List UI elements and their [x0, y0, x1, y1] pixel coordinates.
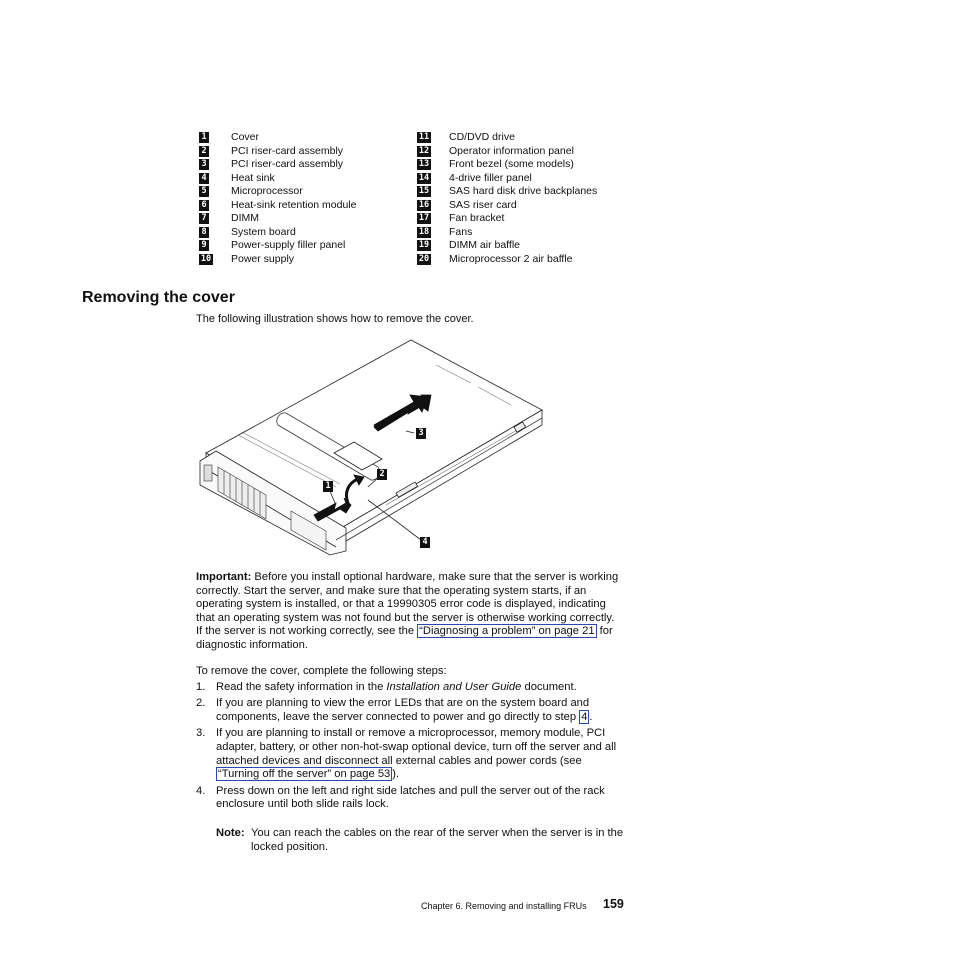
- legend-item: [199, 171, 275, 186]
- legend-item: [417, 225, 473, 240]
- callout-badge: 15: [418, 186, 430, 197]
- step-text: If you are planning to install or remove a microprocessor, memory module, PCI adapter, battery, or other non-hot-swap optional device, turn off the server and all attached devices and disconnect all external cables and power cords (see: [216, 727, 617, 767]
- server-cover-illustration: [196, 335, 546, 565]
- legend-label: Operator information panel: [449, 144, 574, 157]
- callout-badge: 13: [418, 159, 430, 170]
- figure-callout: 1: [323, 481, 333, 492]
- callout-badge: 20: [418, 253, 430, 264]
- step-text: Read the safety information in the: [216, 681, 387, 693]
- important-text: Before you install optional hardware, make sure that the server is working correctly. Start the server, and make sure that the operating system starts, if an operating system is installed, or that a 19990305 error code is displayed, indicating that an operating system was not found but the server is otherwise working correctly. If the server is not working correctly, see the: [196, 571, 619, 638]
- step-number: 2.: [196, 697, 206, 710]
- steps-list: [196, 681, 626, 815]
- step-number: 3.: [196, 727, 206, 740]
- callout-badge: 2: [199, 146, 209, 157]
- figure-callout: 3: [416, 428, 426, 439]
- legend-right-column: [417, 131, 598, 266]
- legend-item: [199, 158, 344, 172]
- important-text-end: for diagnostic information.: [196, 625, 613, 651]
- callout-badge: 17: [418, 213, 430, 224]
- important-paragraph: [196, 571, 621, 653]
- note-block: [216, 827, 626, 854]
- note-text: You can reach the cables on the rear of the server when the server is in the locked position.: [251, 827, 624, 853]
- legend-item: [417, 158, 574, 172]
- legend-label: DIMM: [231, 212, 259, 224]
- step-item: [196, 697, 626, 724]
- callout-badge: 3: [199, 159, 209, 170]
- legend-label: Microprocessor 2 air baffle: [449, 252, 573, 265]
- legend-item: [417, 198, 517, 213]
- legend-label: PCI riser-card assembly: [231, 158, 344, 170]
- callout-badge: 6: [199, 200, 209, 211]
- legend-label: Heat-sink retention module: [231, 198, 357, 211]
- step-text: If you are planning to view the error LEDs that are on the system board and components, leave the server connected to power and go directly to step: [216, 697, 590, 723]
- important-label: Important:: [196, 571, 252, 583]
- legend-label: Microprocessor: [231, 185, 303, 197]
- step-text: .: [589, 710, 593, 723]
- step-text: Press down on the left and right side latches and pull the server out of the rack enclosure until both slide rails lock.: [216, 784, 605, 811]
- legend-label: Power-supply filler panel: [231, 239, 346, 251]
- legend-label: CD/DVD drive: [449, 131, 515, 143]
- legend-item: [199, 198, 357, 213]
- chapter-footer: Chapter 6. Removing and installing FRUs: [421, 901, 587, 911]
- legend-item: [199, 212, 259, 226]
- callout-badge: 14: [418, 172, 430, 183]
- diagnosing-problem-link[interactable]: “Diagnosing a problem” on page 21: [419, 625, 595, 638]
- step-number: 4.: [196, 784, 206, 797]
- legend-label: Fans: [449, 225, 473, 238]
- legend-label: SAS hard disk drive backplanes: [449, 185, 598, 197]
- legend-item: [417, 131, 515, 145]
- guide-title: Installation and User Guide: [386, 681, 522, 693]
- figure-callout: 4: [420, 537, 430, 548]
- callout-badge: 18: [418, 226, 430, 237]
- legend-label: Cover: [231, 131, 260, 143]
- legend-item: [417, 144, 574, 159]
- callout-badge: 11: [418, 132, 430, 143]
- step-item: [196, 785, 626, 812]
- legend-label: Fan bracket: [449, 212, 505, 224]
- legend-label: System board: [231, 225, 296, 238]
- step-number: 1.: [196, 681, 206, 693]
- legend-label: PCI riser-card assembly: [231, 144, 344, 157]
- step-4-link[interactable]: 4: [581, 710, 588, 723]
- legend-item: [417, 239, 520, 253]
- section-title: Removing the cover: [82, 289, 235, 306]
- legend-item: [417, 252, 573, 267]
- note-label: Note:: [216, 827, 245, 839]
- intro-text: The following illustration shows how to remove the cover.: [196, 313, 474, 325]
- legend-item: [199, 131, 260, 145]
- legend-item: [417, 185, 598, 199]
- legend-label: Front bezel (some models): [449, 158, 574, 170]
- legend-item: [199, 185, 303, 199]
- callout-badge: 1: [199, 132, 209, 143]
- legend-item: [417, 171, 532, 186]
- callout-badge: 10: [200, 253, 212, 264]
- legend-item: [417, 212, 505, 226]
- step-text: ).: [392, 768, 400, 781]
- callout-badge: 7: [199, 213, 209, 224]
- step-item: [196, 681, 626, 695]
- legend-left-column: [199, 131, 357, 266]
- legend-label: Heat sink: [231, 171, 275, 184]
- callout-badge: 12: [418, 145, 430, 156]
- callout-badge: 16: [418, 199, 430, 210]
- legend-label: 4-drive filler panel: [449, 171, 532, 184]
- legend-item: [199, 239, 346, 253]
- steps-intro: To remove the cover, complete the following steps:: [196, 665, 447, 677]
- step-text: document.: [521, 681, 577, 693]
- callout-badge: 5: [199, 186, 209, 197]
- legend-label: SAS riser card: [449, 198, 517, 211]
- legend-item: [199, 252, 295, 267]
- page-number: 159: [603, 897, 624, 911]
- legend-label: DIMM air baffle: [449, 239, 520, 251]
- figure-callout: 2: [377, 469, 387, 480]
- callout-badge: 9: [199, 240, 209, 251]
- legend-item: [199, 144, 344, 159]
- callout-badge: 4: [199, 173, 209, 184]
- turning-off-server-link[interactable]: “Turning off the server” on page 53: [218, 768, 391, 781]
- step-item: [196, 727, 626, 781]
- callout-badge: 8: [199, 227, 209, 238]
- legend-label: Power supply: [231, 252, 295, 265]
- legend-item: [199, 225, 296, 240]
- callout-badge: 19: [418, 240, 430, 251]
